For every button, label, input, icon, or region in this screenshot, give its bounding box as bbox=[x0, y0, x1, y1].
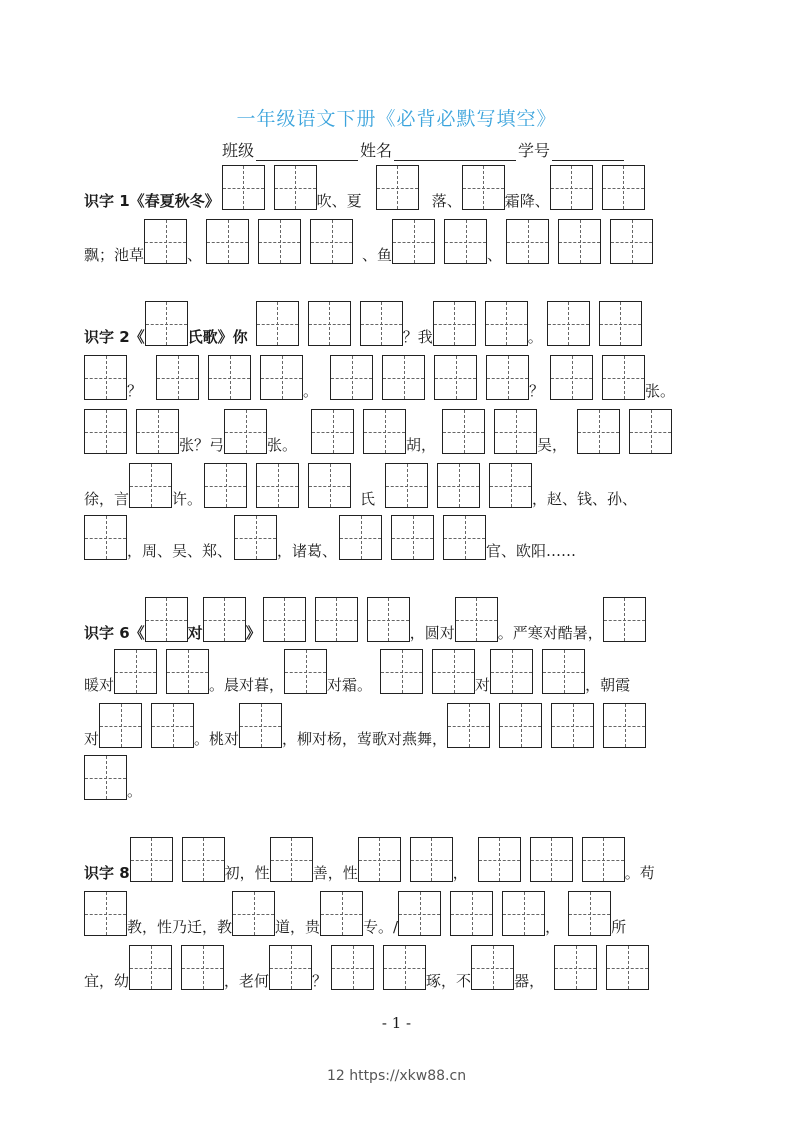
writing-box[interactable] bbox=[308, 301, 351, 346]
writing-box[interactable] bbox=[358, 837, 401, 882]
text-segment: 。桃对 bbox=[194, 730, 240, 748]
name-label: 姓名 bbox=[360, 141, 393, 160]
writing-box[interactable] bbox=[367, 597, 410, 642]
lesson-heading: 识字 2《 bbox=[84, 328, 145, 346]
writing-box[interactable] bbox=[208, 355, 251, 400]
writing-box[interactable] bbox=[224, 409, 267, 454]
name-field[interactable] bbox=[394, 142, 516, 161]
writing-box[interactable] bbox=[136, 409, 179, 454]
writing-box[interactable] bbox=[129, 945, 172, 990]
writing-box[interactable] bbox=[602, 165, 645, 210]
writing-box[interactable] bbox=[577, 409, 620, 454]
writing-box[interactable] bbox=[502, 891, 545, 936]
writing-box[interactable] bbox=[181, 945, 224, 990]
writing-box[interactable] bbox=[478, 837, 521, 882]
writing-box[interactable] bbox=[530, 837, 573, 882]
writing-box[interactable] bbox=[182, 837, 225, 882]
text-segment: 对 bbox=[84, 730, 100, 748]
writing-box[interactable] bbox=[442, 409, 485, 454]
writing-box[interactable] bbox=[256, 301, 299, 346]
writing-box[interactable] bbox=[130, 837, 173, 882]
writing-box[interactable] bbox=[363, 409, 406, 454]
writing-box[interactable] bbox=[145, 597, 188, 642]
section-1-row-2 bbox=[84, 216, 653, 264]
writing-box[interactable] bbox=[582, 837, 625, 882]
section-2-row-2 bbox=[84, 352, 675, 400]
writing-box[interactable] bbox=[84, 515, 127, 560]
text-segment: 。 bbox=[303, 382, 319, 400]
text-segment: 徐，言 bbox=[84, 490, 130, 508]
text-segment: 。严寒对酷暑， bbox=[497, 624, 603, 642]
page-number: - 1 - bbox=[381, 1014, 412, 1032]
writing-box[interactable] bbox=[376, 165, 419, 210]
text-segment: 张。 bbox=[267, 436, 298, 454]
section-3-row-2 bbox=[84, 646, 630, 694]
writing-box[interactable] bbox=[166, 649, 209, 694]
text-segment: ，柳对杨，莺歌对燕舞， bbox=[282, 730, 448, 748]
writing-box[interactable] bbox=[263, 597, 306, 642]
text-segment: ，圆对 bbox=[409, 624, 455, 642]
writing-box[interactable] bbox=[462, 165, 505, 210]
text-segment: 所 bbox=[611, 918, 627, 936]
writing-box[interactable] bbox=[486, 355, 529, 400]
writing-box[interactable] bbox=[554, 945, 597, 990]
writing-box[interactable] bbox=[547, 301, 590, 346]
text-segment: 、鱼 bbox=[362, 246, 393, 264]
text-segment: ？ bbox=[312, 972, 328, 990]
writing-box[interactable] bbox=[204, 463, 247, 508]
writing-box[interactable] bbox=[385, 463, 428, 508]
writing-box[interactable] bbox=[331, 945, 374, 990]
text-segment: 善，性 bbox=[312, 864, 358, 882]
text-segment: 暖对 bbox=[84, 676, 115, 694]
writing-box[interactable] bbox=[550, 355, 593, 400]
writing-box[interactable] bbox=[383, 945, 426, 990]
writing-box[interactable] bbox=[392, 219, 435, 264]
writing-box[interactable] bbox=[315, 597, 358, 642]
writing-box[interactable] bbox=[568, 891, 611, 936]
text-segment: 。苟 bbox=[624, 864, 655, 882]
text-segment: 氏 bbox=[360, 490, 376, 508]
writing-box[interactable] bbox=[447, 703, 490, 748]
text-segment: 官、欧阳…… bbox=[486, 542, 577, 560]
writing-box[interactable] bbox=[232, 891, 275, 936]
text-segment: ， bbox=[452, 864, 468, 882]
writing-box[interactable] bbox=[114, 649, 157, 694]
writing-box[interactable] bbox=[274, 165, 317, 210]
writing-box[interactable] bbox=[310, 219, 353, 264]
writing-box[interactable] bbox=[203, 597, 246, 642]
writing-box[interactable] bbox=[308, 463, 351, 508]
writing-box[interactable] bbox=[382, 355, 425, 400]
text-segment: 对霜。 bbox=[327, 676, 373, 694]
writing-box[interactable] bbox=[603, 597, 646, 642]
writing-box[interactable] bbox=[206, 219, 249, 264]
text-segment: ？ bbox=[529, 382, 545, 400]
writing-box[interactable] bbox=[151, 703, 194, 748]
text-segment: 许。 bbox=[172, 490, 203, 508]
writing-box[interactable] bbox=[360, 301, 403, 346]
writing-box[interactable] bbox=[489, 463, 532, 508]
watermark-url: 12 https://xkw88.cn bbox=[326, 1068, 467, 1084]
text-segment: 张。 bbox=[645, 382, 676, 400]
writing-box[interactable] bbox=[542, 649, 585, 694]
writing-box[interactable] bbox=[434, 355, 477, 400]
text-segment: 张？弓 bbox=[179, 436, 225, 454]
text-segment: 宜，幼 bbox=[84, 972, 130, 990]
section-2-row-3 bbox=[84, 406, 672, 454]
writing-box[interactable] bbox=[450, 891, 493, 936]
number-label: 学号 bbox=[518, 141, 551, 160]
writing-box[interactable] bbox=[398, 891, 441, 936]
writing-box[interactable] bbox=[84, 409, 127, 454]
section-4-row-2 bbox=[84, 888, 626, 936]
section-2-row-5 bbox=[84, 512, 576, 560]
writing-box[interactable] bbox=[145, 301, 188, 346]
lesson-heading: 识字 6《 bbox=[84, 624, 145, 642]
writing-box[interactable] bbox=[234, 515, 277, 560]
text-segment: 琢，不 bbox=[426, 972, 472, 990]
text-segment: 教，性乃迁，教 bbox=[127, 918, 233, 936]
text-segment: 落、 bbox=[431, 192, 462, 210]
text-segment: 对 bbox=[475, 676, 491, 694]
writing-box[interactable] bbox=[610, 219, 653, 264]
lesson-heading: 识字 1《春夏秋冬》 bbox=[84, 192, 220, 210]
writing-box[interactable] bbox=[606, 945, 649, 990]
writing-box[interactable] bbox=[599, 301, 642, 346]
writing-box[interactable] bbox=[455, 597, 498, 642]
writing-box[interactable] bbox=[433, 301, 476, 346]
text-segment: ，周、吴、郑、 bbox=[127, 542, 233, 560]
writing-box[interactable] bbox=[494, 409, 537, 454]
student-info-row bbox=[222, 138, 626, 161]
writing-box[interactable] bbox=[603, 703, 646, 748]
writing-box[interactable] bbox=[144, 219, 187, 264]
writing-box[interactable] bbox=[432, 649, 475, 694]
text-segment: 器， bbox=[514, 972, 545, 990]
writing-box[interactable] bbox=[471, 945, 514, 990]
text-segment: 吴， bbox=[537, 436, 568, 454]
writing-box[interactable] bbox=[258, 219, 301, 264]
writing-box[interactable] bbox=[239, 703, 282, 748]
text-segment: ？ bbox=[127, 382, 143, 400]
writing-box[interactable] bbox=[330, 355, 373, 400]
writing-box[interactable] bbox=[380, 649, 423, 694]
writing-box[interactable] bbox=[391, 515, 434, 560]
section-3-row-4 bbox=[84, 752, 142, 800]
writing-box[interactable] bbox=[129, 463, 172, 508]
writing-box[interactable] bbox=[602, 355, 645, 400]
lesson-heading-cont: 氏歌》你 bbox=[187, 328, 248, 346]
lesson-heading-cont: 》 bbox=[245, 624, 261, 642]
text-segment: 胡， bbox=[406, 436, 437, 454]
class-label: 班级 bbox=[222, 141, 255, 160]
writing-box[interactable] bbox=[339, 515, 382, 560]
section-3-row-1 bbox=[84, 594, 646, 642]
section-1-row-1 bbox=[84, 162, 645, 210]
text-segment: ，朝霞 bbox=[585, 676, 631, 694]
number-field[interactable] bbox=[552, 142, 624, 161]
text-segment: 。 bbox=[527, 328, 543, 346]
text-segment: 初，性 bbox=[224, 864, 270, 882]
text-segment: ？我 bbox=[402, 328, 433, 346]
writing-box[interactable] bbox=[551, 703, 594, 748]
text-segment: 吹、夏 bbox=[316, 192, 362, 210]
writing-box[interactable] bbox=[269, 945, 312, 990]
text-segment: 道，贵 bbox=[275, 918, 321, 936]
writing-box[interactable] bbox=[99, 703, 142, 748]
text-segment: ，赵、钱、孙、 bbox=[532, 490, 638, 508]
writing-box[interactable] bbox=[84, 891, 127, 936]
writing-box[interactable] bbox=[84, 355, 127, 400]
section-2-row-4 bbox=[84, 460, 637, 508]
section-2-row-1 bbox=[84, 298, 642, 346]
text-segment: 、 bbox=[487, 246, 503, 264]
text-segment: 。 bbox=[127, 782, 143, 800]
writing-box[interactable] bbox=[558, 219, 601, 264]
writing-box[interactable] bbox=[485, 301, 528, 346]
writing-box[interactable] bbox=[550, 165, 593, 210]
writing-box[interactable] bbox=[156, 355, 199, 400]
writing-box[interactable] bbox=[320, 891, 363, 936]
page-title: 一年级语文下册《必背必默写填空》 bbox=[236, 108, 557, 130]
text-segment: ，老何 bbox=[224, 972, 270, 990]
text-segment: 飘；池草 bbox=[84, 246, 145, 264]
text-segment: ， bbox=[545, 918, 561, 936]
writing-box[interactable] bbox=[444, 219, 487, 264]
writing-box[interactable] bbox=[260, 355, 303, 400]
writing-box[interactable] bbox=[443, 515, 486, 560]
writing-box[interactable] bbox=[499, 703, 542, 748]
section-3-row-3 bbox=[84, 700, 646, 748]
writing-box[interactable] bbox=[410, 837, 453, 882]
writing-box[interactable] bbox=[270, 837, 313, 882]
writing-box[interactable] bbox=[256, 463, 299, 508]
text-segment: 。晨对暮， bbox=[209, 676, 285, 694]
writing-box[interactable] bbox=[437, 463, 480, 508]
section-4-row-3 bbox=[84, 942, 649, 990]
writing-box[interactable] bbox=[84, 755, 127, 800]
writing-box[interactable] bbox=[284, 649, 327, 694]
text-segment: 专。/ bbox=[363, 918, 399, 936]
class-field[interactable] bbox=[256, 142, 358, 161]
writing-box[interactable] bbox=[629, 409, 672, 454]
lesson-heading-cont: 对 bbox=[187, 624, 203, 642]
text-segment: 霜降、 bbox=[504, 192, 550, 210]
section-4-row-1 bbox=[84, 834, 655, 882]
text-segment: ，诸葛、 bbox=[277, 542, 338, 560]
writing-box[interactable] bbox=[311, 409, 354, 454]
lesson-heading: 识字 8 bbox=[84, 864, 130, 882]
writing-box[interactable] bbox=[490, 649, 533, 694]
text-segment: 、 bbox=[187, 246, 203, 264]
writing-box[interactable] bbox=[222, 165, 265, 210]
writing-box[interactable] bbox=[506, 219, 549, 264]
